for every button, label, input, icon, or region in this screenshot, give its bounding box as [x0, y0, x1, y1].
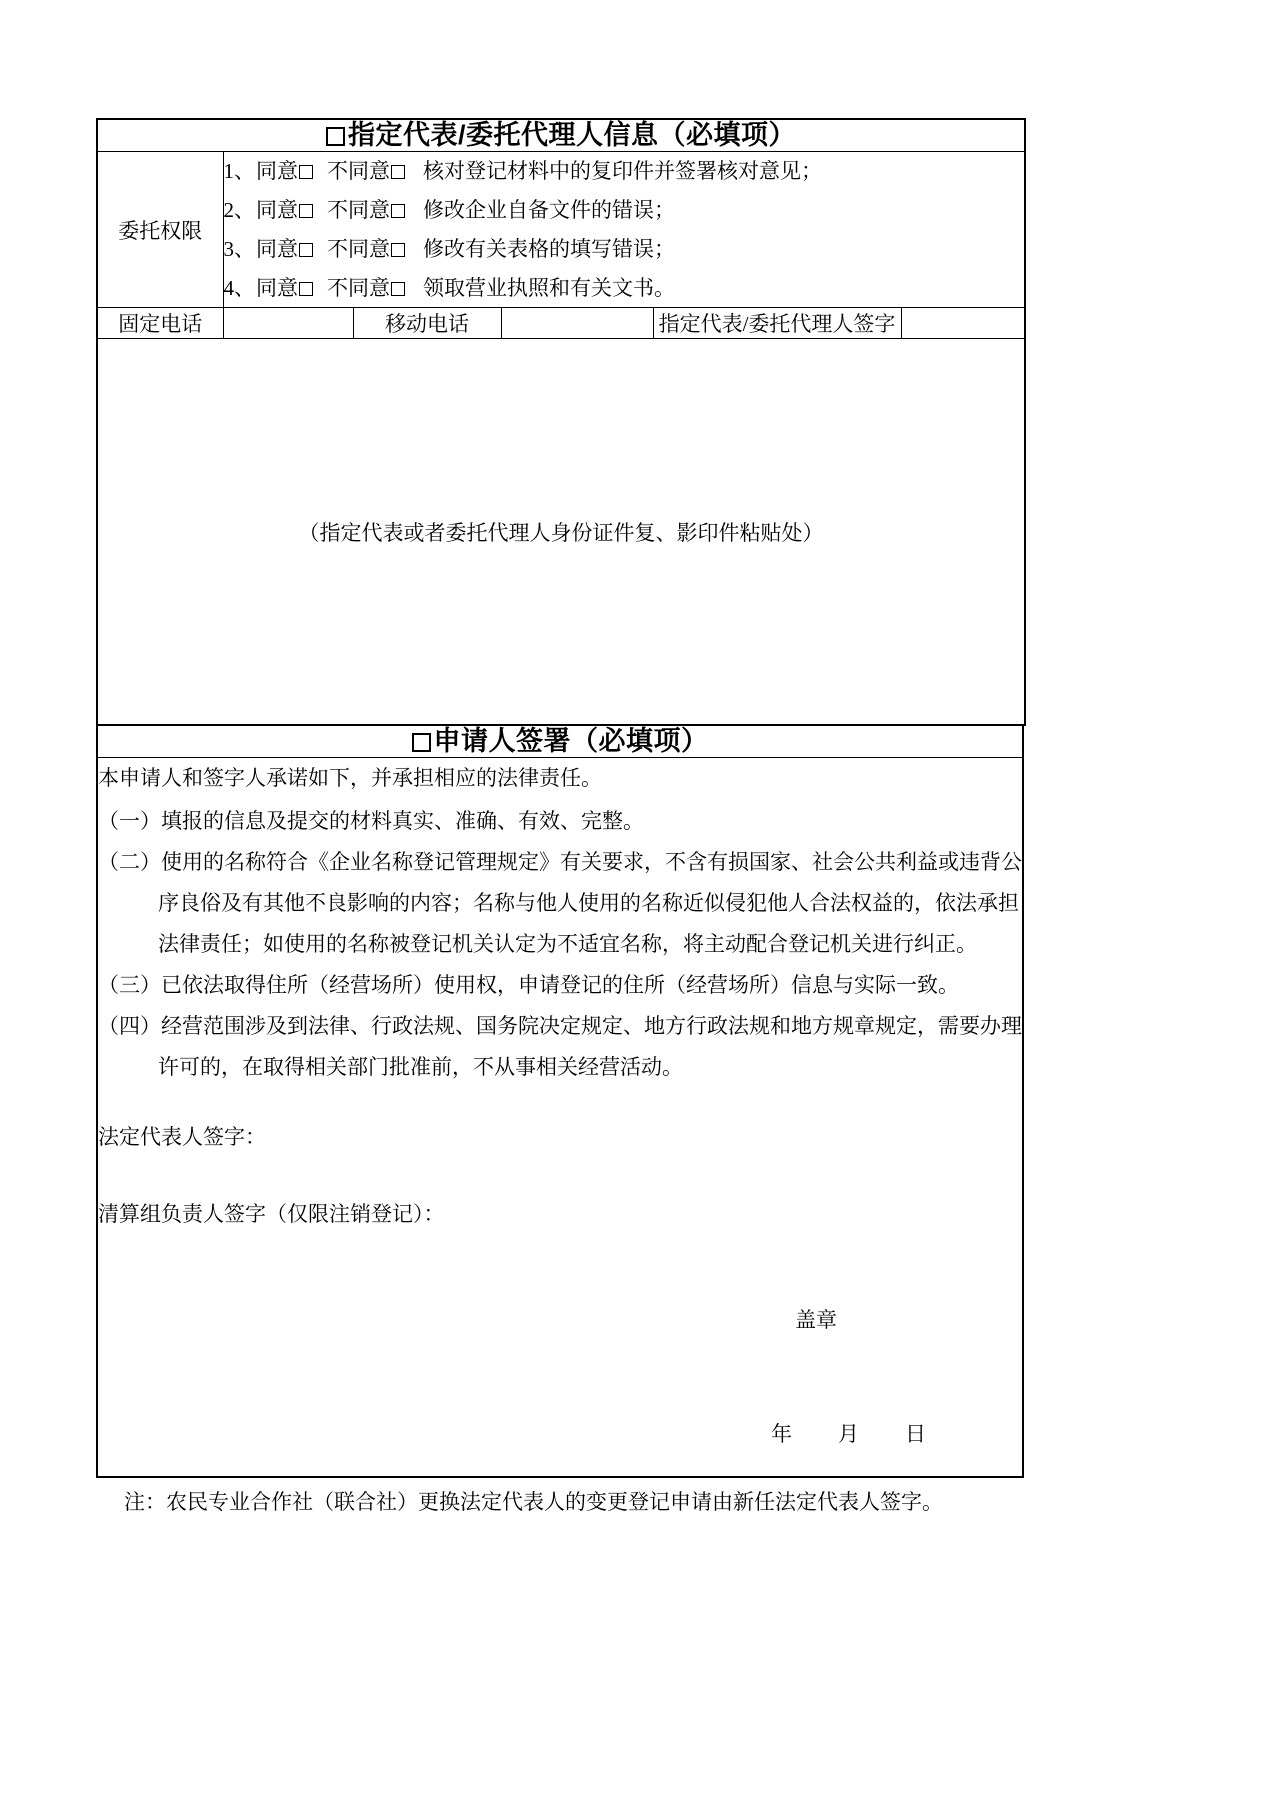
authority-agree-checkbox[interactable] — [299, 282, 313, 296]
paste-area-note: （指定代表或者委托代理人身份证件复、影印件粘贴处） — [298, 520, 824, 545]
agent-info-title-cell — [97, 119, 1025, 152]
agent-info-title-text: 指定代表/委托代理人信息（必填项） — [348, 120, 797, 150]
authority-item-description: 修改企业自备文件的错误； — [423, 197, 675, 222]
authority-agree-label: 同意 — [256, 159, 298, 184]
authority-agree-checkbox[interactable] — [299, 165, 313, 179]
authority-disagree-label: 不同意 — [327, 159, 390, 184]
commitment-item-text: 使用的名称符合《企业名称登记管理规定》有关要求，不含有损国家、社会公共利益或违背公序良俗及有其他不良影响的内容；名称与他人使用的名称近似侵犯他人合法权益的，依法承担法律责任；如使用的名称被登记机关认定为不适宜名称，将主动配合登记机关进行纠正。 — [158, 849, 1022, 956]
authority-agree-label: 同意 — [256, 197, 298, 222]
agent-signature-input[interactable] — [901, 308, 1025, 339]
commitment-item — [98, 965, 1022, 1006]
agent-info-title-row — [97, 119, 1025, 152]
date-line[interactable] — [98, 1362, 1022, 1455]
commitment-item — [98, 801, 1022, 842]
contact-row — [97, 308, 1025, 339]
authority-item-number: 3、 — [223, 236, 255, 261]
commitment-item-marker: （二） — [98, 849, 161, 874]
authority-agree-checkbox[interactable] — [299, 243, 313, 257]
footnote: 注：农民专业合作社（联合社）更换法定代表人的变更登记申请由新任法定代表人签字。 — [124, 1490, 943, 1515]
section-checkbox-icon[interactable] — [326, 127, 345, 146]
authority-item — [224, 152, 1025, 191]
authority-agree-label: 同意 — [256, 236, 298, 261]
authority-item-description: 领取营业执照和有关文书。 — [423, 275, 675, 300]
commitment-row — [97, 757, 1023, 1477]
authority-item-description: 核对登记材料中的复印件并签署核对意见； — [423, 159, 822, 184]
section-checkbox-icon[interactable] — [412, 733, 431, 752]
commitment-item-text: 填报的信息及提交的材料真实、准确、有效、完整。 — [161, 808, 644, 833]
authority-item-number: 2、 — [223, 197, 255, 222]
authority-item — [224, 269, 1025, 308]
paste-area-row — [97, 339, 1025, 726]
landline-label: 固定电话 — [97, 308, 223, 339]
date-day-label: 日 — [905, 1422, 926, 1447]
applicant-signature-table — [96, 724, 1024, 1478]
legal-rep-signature-line[interactable]: 法定代表人签字： — [98, 1125, 266, 1150]
authority-disagree-label: 不同意 — [327, 236, 390, 261]
form-sheet — [96, 118, 1024, 1519]
authority-agree-checkbox[interactable] — [299, 204, 313, 218]
applicant-signature-title-text: 申请人签署（必填项） — [433, 725, 709, 756]
authority-disagree-checkbox[interactable] — [391, 282, 405, 296]
seal-label: 盖章 — [795, 1308, 837, 1333]
commitment-lead: 本申请人和签字人承诺如下，并承担相应的法律责任。 — [98, 765, 602, 790]
authority-item-number: 1、 — [223, 159, 255, 184]
commitment-item — [98, 842, 1022, 965]
authority-item-number: 4、 — [223, 275, 255, 300]
agent-signature-label: 指定代表/委托代理人签字 — [653, 308, 901, 339]
mobile-input[interactable] — [501, 308, 653, 339]
id-paste-area[interactable] — [97, 339, 1025, 726]
authority-disagree-label: 不同意 — [327, 275, 390, 300]
date-year-label: 年 — [771, 1422, 792, 1447]
landline-input[interactable] — [223, 308, 353, 339]
mobile-label: 移动电话 — [353, 308, 501, 339]
authority-agree-label: 同意 — [256, 275, 298, 300]
authority-item — [224, 191, 1025, 230]
applicant-signature-title-row — [97, 725, 1023, 758]
authority-row — [97, 152, 1025, 308]
authority-disagree-label: 不同意 — [327, 197, 390, 222]
authority-disagree-checkbox[interactable] — [391, 165, 405, 179]
authority-disagree-checkbox[interactable] — [391, 243, 405, 257]
commitment-item-marker: （三） — [98, 972, 161, 997]
authority-label: 委托权限 — [97, 152, 223, 308]
commitment-item-marker: （一） — [98, 808, 161, 833]
applicant-signature-title-cell — [97, 725, 1023, 758]
commitment-item-marker: （四） — [98, 1013, 161, 1038]
commitment-item-text: 已依法取得住所（经营场所）使用权，申请登记的住所（经营场所）信息与实际一致。 — [161, 972, 959, 997]
commitment-item-text: 经营范围涉及到法律、行政法规、国务院决定规定、地方行政法规和地方规章规定，需要办理许可的，在取得相关部门批准前，不从事相关经营活动。 — [158, 1013, 1022, 1079]
commitment-body — [97, 757, 1023, 1477]
liquidation-signature-line[interactable]: 清算组负责人签字（仅限注销登记）： — [98, 1202, 445, 1227]
authority-list — [223, 152, 1025, 308]
authority-disagree-checkbox[interactable] — [391, 204, 405, 218]
authority-item-description: 修改有关表格的填写错误； — [423, 236, 675, 261]
authority-item — [224, 230, 1025, 269]
agent-info-table — [96, 118, 1026, 726]
commitment-item — [98, 1006, 1022, 1088]
date-month-label: 月 — [838, 1422, 859, 1447]
